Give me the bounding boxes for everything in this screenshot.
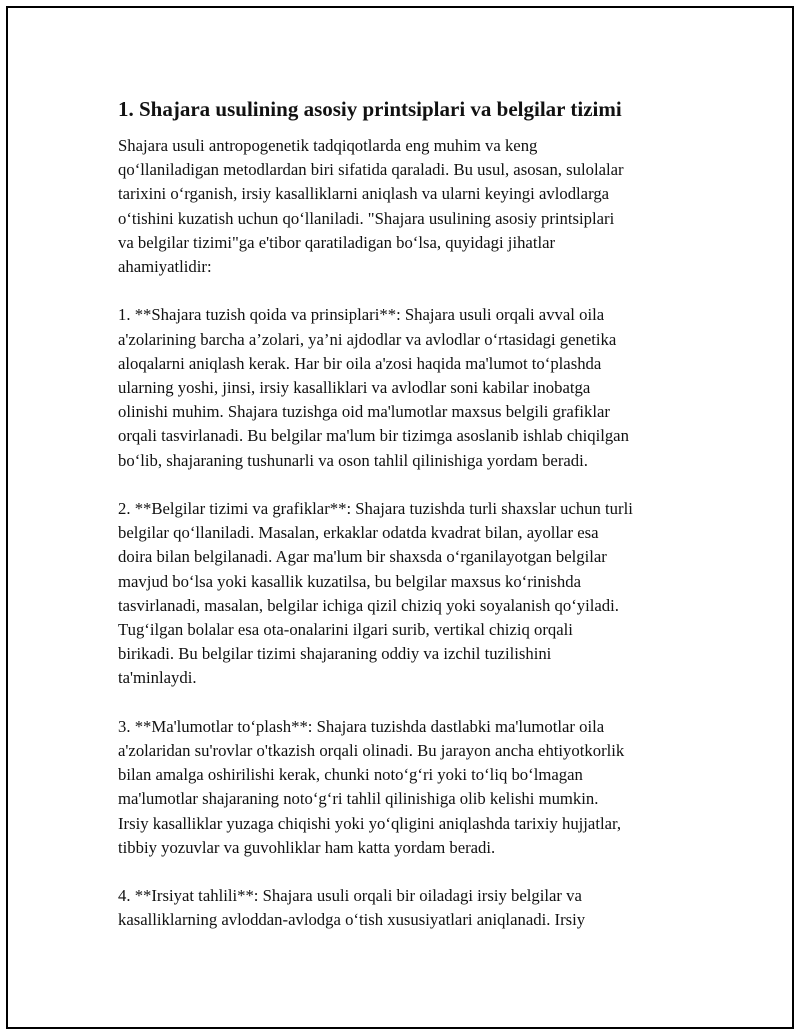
- page-frame: [6, 6, 794, 1029]
- intro-paragraph: Shajara usuli antropogenetik tadqiqotlarda eng muhim va keng qo‘llaniladigan metodlardan biri sifatida qaraladi. Bu usul, asosan, sulolalar tarixini o‘rganish, irsiy kasalliklarni aniqlash va ularni keyingi avlodlarga o‘tishini kuzatish uchun qo‘llaniladi. "Shajara usulining asosiy printsiplari va belgilar tizimi"ga e'tibor qaratiladigan bo‘lsa, quyidagi jihatlar ahamiyatlidir:: [118, 136, 624, 277]
- paragraph-3-data-collection: 3. **Ma'lumotlar to‘plash**: Shajara tuzishda dastlabki ma'lumotlar oila a'zolaridan su'rovlar o'tkazish orqali olinadi. Bu jarayon ancha ehtiyotkorlik bilan amalga oshirilishi kerak, chunki noto‘g‘ri yoki to‘liq bo‘lmagan ma'lumotlar shajaraning noto‘g‘ri tahlil qilinishiga olib kelishi mumkin. Irsiy kasalliklar yuzaga chiqishi yoki yo‘qligini aniqlashda tarixiy hujjatlar, tibbiy yozuvlar va guvohliklar ham katta yordam beradi.: [118, 716, 625, 857]
- paragraph-4-heredity-analysis: 4. **Irsiyat tahlili**: Shajara usuli orqali bir oiladagi irsiy belgilar va kasalliklarning avloddan-avlodga o‘tish xususiyatlari aniqlanadi. Irsiy: [118, 886, 586, 930]
- paragraph-2-symbols: 2. **Belgilar tizimi va grafiklar**: Shajara tuzishda turli shaxslar uchun turli belgilar qo‘llaniladi. Masalan, erkaklar odatda kvadrat bilan, ayollar esa doira bilan belgilanadi. Agar ma'lum bir shaxsda o‘rganilayotgan belgilar mavjud bo‘lsa yoki kasallik kuzatilsa, bu belgilar maxsus ko‘rinishda tasvirlanadi, masalan, belgilar ichiga qizil chiziq yoki soyalanish qo‘yiladi. Tug‘ilgan bolalar esa ota-onalarini ilgari surib, vertikal chiziq orqali birikadi. Bu belgilar tizimi shajaraning oddiy va izchil tuzilishini ta'minlaydi.: [118, 499, 633, 688]
- section-heading: 1. Shajara usulining asosiy printsiplari va belgilar tizimi: [118, 97, 622, 121]
- document-body: [118, 96, 698, 957]
- paragraph-1-principles: 1. **Shajara tuzish qoida va prinsiplari**: Shajara usuli orqali avval oila a'zolarining barcha a’zolari, ya’ni ajdodlar va avlodlar o‘rtasidagi genetika aloqalarni aniqlash kerak. Har bir oila a'zosi haqida ma'lumot to‘plashda ularning yoshi, jinsi, irsiy kasalliklari va avlodlar soni kabilar inobatga olinishi muhim. Shajara tuzishga oid ma'lumotlar maxsus belgili grafiklar orqali tasvirlanadi. Bu belgilar ma'lum bir tizimga asoslanib ishlab chiqilgan bo‘lib, shajaraning tushunarli va oson tahlil qilinishiga yordam beradi.: [118, 305, 629, 470]
